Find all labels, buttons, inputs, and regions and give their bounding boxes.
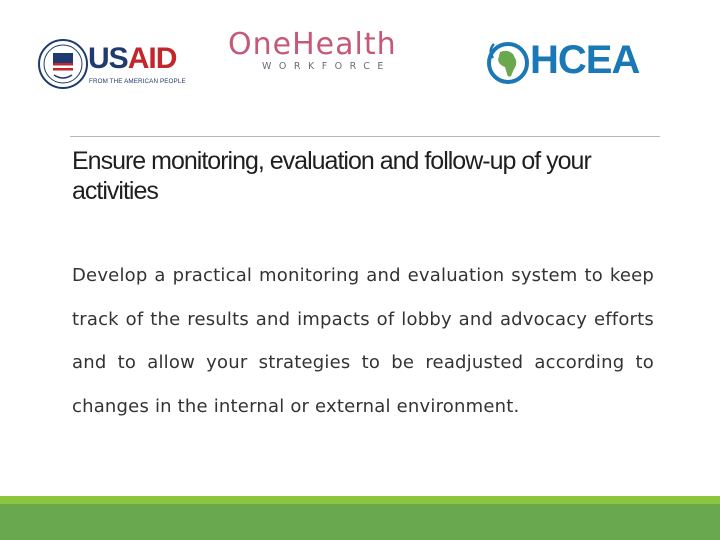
- footer-band-light: [0, 496, 720, 504]
- footer-band-dark: [0, 504, 720, 540]
- one-health-subtitle: WORKFORCE: [262, 61, 391, 72]
- hcea-wordmark: HCEA: [530, 38, 640, 82]
- logo-bar: [0, 0, 720, 110]
- slide-title: Ensure monitoring, evaluation and follow-up of your activities: [72, 147, 591, 205]
- one-health-workforce-logo: [228, 27, 453, 80]
- hcea-logo: [486, 38, 672, 90]
- globe-icon: [486, 38, 530, 86]
- usaid-seal-icon: [38, 38, 88, 90]
- title-divider: [70, 136, 660, 137]
- usaid-logo: [38, 38, 188, 96]
- usaid-tagline: FROM THE AMERICAN PEOPLE: [89, 78, 186, 85]
- slide-body-text: Develop a practical monitoring and evaluation system to keep track of the results and impacts of lobby and advocacy efforts and to allow your strategies to be readjusted according to changes in the internal or external environment.: [72, 265, 654, 417]
- one-health-wordmark: OneHealth: [228, 27, 397, 62]
- usaid-wordmark: USAID: [88, 42, 177, 75]
